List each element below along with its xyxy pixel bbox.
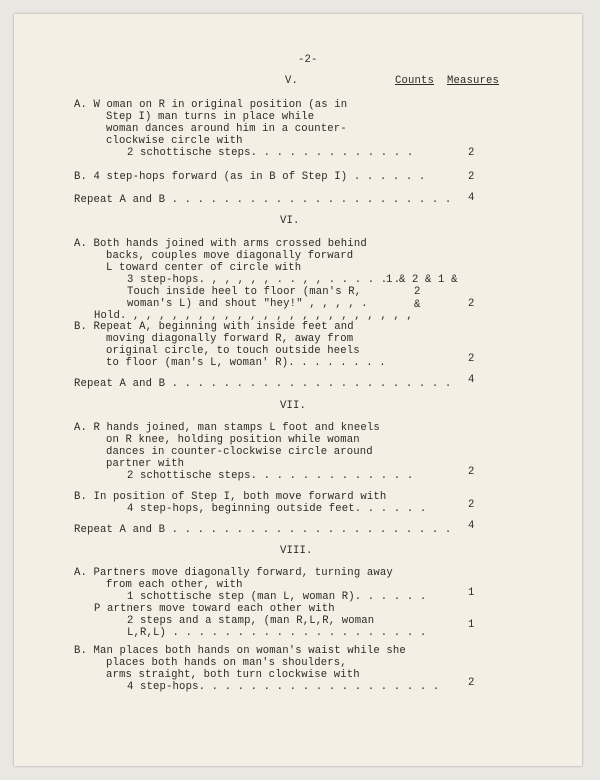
step-line: B. Man places both hands on woman's waist while she — [74, 645, 406, 657]
step-line: clockwise circle with — [106, 135, 243, 147]
document-page — [14, 14, 582, 766]
step-line: moving diagonally forward R, away from — [106, 333, 354, 345]
counts-value: & — [414, 299, 421, 311]
section-title: VII. — [280, 400, 307, 412]
measures-value: 2 — [468, 298, 475, 310]
section-title: VI. — [280, 215, 300, 227]
measures-value: 2 — [468, 499, 475, 511]
measures-value: 1 — [468, 587, 475, 599]
step-line: Touch inside heel to floor (man's R, — [127, 286, 362, 298]
step-line: A. W oman on R in original position (as in — [74, 99, 348, 111]
section-title: VIII. — [280, 545, 313, 557]
measures-value: 2 — [468, 677, 475, 689]
measures-value: 4 — [468, 192, 475, 204]
step-line: on R knee, holding position while woman — [106, 434, 360, 446]
measures-value: 4 — [468, 520, 475, 532]
step-line: from each other, with — [106, 579, 243, 591]
step-line: A. R hands joined, man stamps L foot and kneels — [74, 422, 380, 434]
step-line: Repeat A and B . . . . . . . . . . . . . . . . . . . . . . — [74, 194, 452, 206]
step-line: 3 step-hops. , , , , , . . , , . . . . . . — [127, 274, 401, 286]
measures-value: 1 — [468, 619, 475, 631]
step-line: 4 step-hops, beginning outside feet. . . . . . — [127, 503, 427, 515]
measures-value: 2 — [468, 171, 475, 183]
step-line: 2 schottische steps. . . . . . . . . . . . . — [127, 147, 414, 159]
step-line: A. Partners move diagonally forward, turning away — [74, 567, 393, 579]
section-title: V. — [285, 75, 299, 87]
page-number: -2- — [298, 54, 318, 66]
step-line: Step I) man turns in place while — [106, 111, 315, 123]
step-line: P artners move toward each other with — [94, 603, 335, 615]
measures-value: 2 — [468, 353, 475, 365]
step-line: woman's L) and shout "hey!" , , , , . — [127, 298, 368, 310]
step-line: partner with — [106, 458, 185, 470]
step-line: L,R,L) . . . . . . . . . . . . . . . . . . . . — [127, 627, 427, 639]
step-line: backs, couples move diagonally forward — [106, 250, 354, 262]
step-line: B. In position of Step I, both move forward with — [74, 491, 387, 503]
step-line: Hold. , , , , , , , , , , , , , , , , , , , , , , — [94, 310, 413, 322]
measures-header: Measures — [447, 75, 500, 87]
measures-value: 4 — [468, 374, 475, 386]
step-line: dances in counter-clockwise circle around — [106, 446, 373, 458]
step-line: 2 steps and a stamp, (man R,L,R, woman — [127, 615, 375, 627]
counts-value: 1 & 2 & 1 & — [386, 274, 458, 286]
step-line: A. Both hands joined with arms crossed behind — [74, 238, 367, 250]
measures-value: 2 — [468, 147, 475, 159]
step-line: original circle, to touch outside heels — [106, 345, 360, 357]
counts-header: Counts — [395, 75, 435, 87]
step-line: B. 4 step-hops forward (as in B of Step I) . . . . . . — [74, 171, 426, 183]
step-line: 4 step-hops. . . . . . . . . . . . . . . . . . . — [127, 681, 440, 693]
counts-value: 2 — [414, 286, 421, 298]
step-line: woman dances around him in a counter- — [106, 123, 347, 135]
step-line: Repeat A and B . . . . . . . . . . . . . . . . . . . . . . — [74, 524, 452, 536]
step-line: B. Repeat A, beginning with inside feet and — [74, 321, 354, 333]
step-line: 1 schottische step (man L, woman R). . . . . . — [127, 591, 427, 603]
step-line: arms straight, both turn clockwise with — [106, 669, 360, 681]
measures-value: 2 — [468, 466, 475, 478]
step-line: 2 schottische steps. . . . . . . . . . . . . — [127, 470, 414, 482]
step-line: L toward center of circle with — [106, 262, 302, 274]
step-line: to floor (man's L, woman' R). . . . . . . . — [106, 357, 386, 369]
step-line: Repeat A and B . . . . . . . . . . . . . . . . . . . . . . — [74, 378, 452, 390]
step-line: places both hands on man's shoulders, — [106, 657, 347, 669]
